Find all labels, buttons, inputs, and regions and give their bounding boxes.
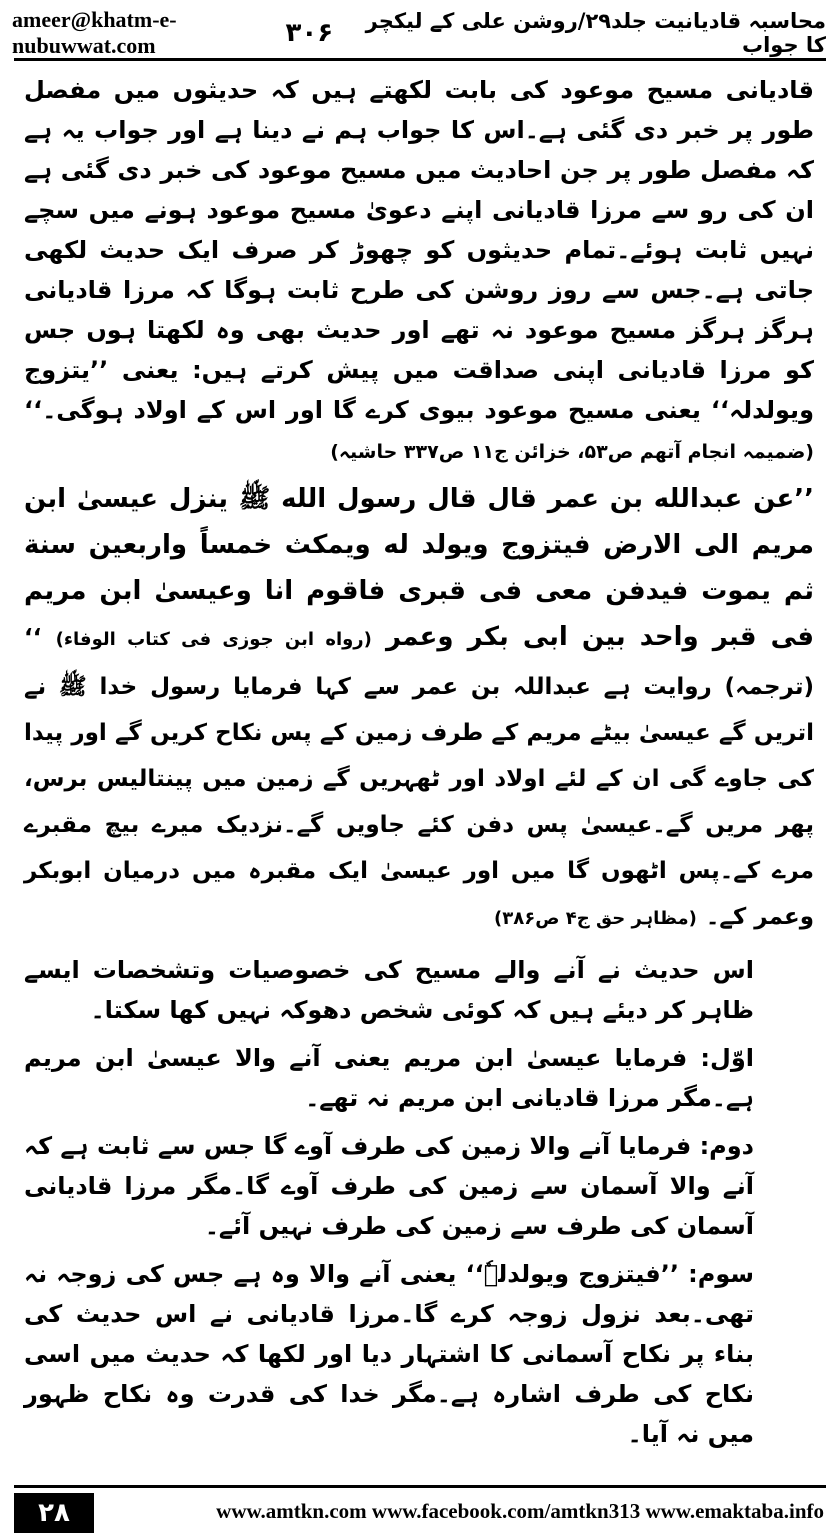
header-email: ameer@khatm-e-nubuwwat.com: [12, 7, 177, 58]
point-third: سوم: ’’فیتزوج ویولدلہٗ‘‘ یعنی آنے والا وہ ہے جس کی زوجہ نہ تھی۔بعد نزول زوجہ کرے گا۔مرزا قادیانی نے اس حدیث کی بناء پر نکاح آسمانی کا اشتہار دیا اور لکھا کہ حدیث میں اسی نکاح کی طرف اشارہ ہے۔مگر خدا کی قدرت وہ نکاح ظہور میں نہ آیا۔: [24, 1260, 754, 1448]
page-footer: [14, 1485, 826, 1534]
page-header: [12, 7, 826, 58]
hadith-reference: (رواه ابن جوزی فی کتاب الوفاء): [55, 629, 372, 650]
header-rule: [14, 58, 826, 61]
page-body: [24, 70, 814, 1470]
paragraph-characteristics: اس حدیث نے آنے والے مسیح کی خصوصیات وتشخصات ایسے ظاہر کر دیئے ہیں کہ کوئی شخص دھوکہ نہیں کھا سکتا۔: [24, 956, 754, 1024]
translation-reference: (مظاہر حق ج۴ ص۳۸۶): [494, 908, 697, 929]
footer-links: www.amtkn.com www.facebook.com/amtkn313 www.emaktaba.info: [216, 1498, 824, 1523]
hadith-arabic-text: ’’عن عبدالله بن عمر قال قال رسول الله ﷺ ینزل عیسیٰ ابن مریم الی الارض فیتزوج ویولد له ویمکث خمساً واربعین سنة ثم یموت فیدفن معی فی قبری فاقوم انا وعیسیٰ ابن مریم فی قبر واحد بین ابی بکر وعمر: [24, 484, 815, 652]
header-title: محاسبہ قادیانیت جلد۲۹/روشن علی کے لیکچر کا جواب: [365, 9, 826, 57]
paragraph-intro-text: قادیانی مسیح موعود کی بابت لکھتے ہیں کہ حدیثوں میں مفصل طور پر خبر دی گئی ہے۔اس کا جواب ہم نے دینا ہے اور جواب یہ ہے کہ مفصل طور پر جن احادیث میں مسیح موعود کی خبر دی گئی ہے ان کی رو سے مرزا قادیانی اپنے دعویٰ مسیح موعود ہونے میں سچے نہیں ثابت ہوئے۔تمام حدیثوں کو چھوڑ کر صرف ایک حدیث لکھی جاتی ہے۔جس سے روز روشن کی طرح ثابت ہوگا کہ مرزا قادیانی ہرگز ہرگز مسیح موعود نہ تھے اور حدیث بھی وہ لکھتا ہوں جس کو مرزا قادیانی اپنی صداقت میں پیش کرتے ہیں: یعنی ’’یتزوج ویولدلہ‘‘ یعنی مسیح موعود بیوی کرے گا اور اس کے اولاد ہوگی۔‘‘: [24, 76, 814, 424]
paragraph-intro-reference: (ضمیمہ انجام آتھم ص۵۳، خزائن ج۱۱ ص۳۳۷ حاشیہ): [330, 441, 814, 463]
point-second: دوم: فرمایا آنے والا زمین کی طرف آوے گا جس سے ثابت ہے کہ آنے والا آسمان سے زمین کی طرف آوے گا۔مگر مرزا قادیانی آسمان کی طرف سے زمین کی طرف نہیں آئے۔: [24, 1132, 754, 1240]
header-title-group: [285, 9, 826, 57]
point-first: اوّل: فرمایا عیسیٰ ابن مریم یعنی آنے والا عیسیٰ ابن مریم ہے۔مگر مرزا قادیانی ابن مریم نہ تھے۔: [24, 1044, 754, 1112]
footer-page-number: ۲۸: [14, 1493, 94, 1533]
header-page-number: ۳۰۶: [285, 18, 334, 48]
hadith-arabic: [24, 476, 814, 942]
paragraph-intro: [24, 70, 814, 472]
hadith-translation: ‘‘ (ترجمہ) روایت ہے عبداللہ بن عمر سے کہا فرمایا رسول خدا ﷺ نے اتریں گے عیسیٰ بیٹے مریم کے طرف زمین کے پس نکاح کریں گے اور پیدا کی جاوے گی ان کے لئے اولاد اور ٹھہریں گے زمین میں پینتالیس برس، پھر مریں گے۔عیسیٰ پس دفن کئے جاویں گے۔نزدیک میرے بیچ مقبرے مرے کے۔پس اٹھوں گا میں اور عیسیٰ ایک مقبرہ میں درمیان ابوبکر وعمر کے۔: [24, 625, 814, 930]
